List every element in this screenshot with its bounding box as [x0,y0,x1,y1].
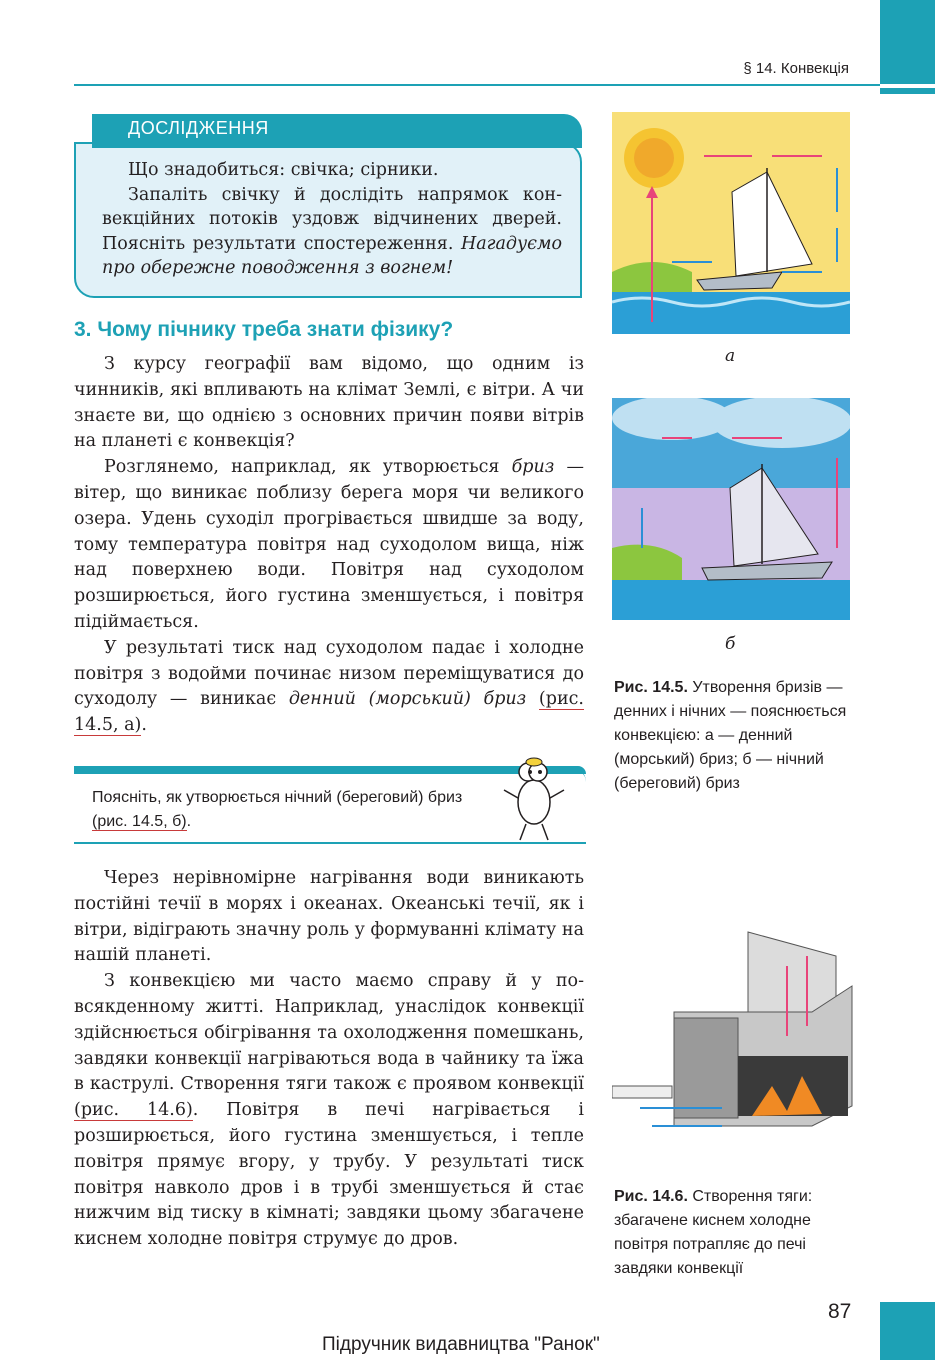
section-title: 3. Чому пічнику треба знати фізику? [74,318,454,341]
publisher-footer: Підручник видавництва "Ранок" [322,1334,600,1355]
figure-label-a: а [725,346,736,366]
header-rule [74,84,880,86]
research-p1: Що знадобиться: свічка; сірники. [128,160,439,180]
page-tab-marker [880,0,935,84]
page-tab-marker-bottom [880,1302,935,1360]
mascot-icon [494,754,574,844]
page-number: 87 [828,1300,852,1323]
caption-fig-14-5: Рис. 14.5. Утворення бризів — денних і нічних — пояснюється конвекцією: а — денний (морський) бриз; б — нічний (береговий) бриз [614,679,847,792]
figure-label-b: б [725,634,736,654]
research-p2: Запаліть свічку й дослідіть напрямок конвекційних потоків уздовж відчинених дверей. Поясніть результати спостереження. Нагадуємо про обережне поводження з вогнем! [102,184,562,278]
task-text: Поясніть, як утворюється нічний (береговий) бриз (рис. 14.5, б). [92,789,463,830]
research-p2-italic: Нагадуємо про обережне поводження з вогнем! [102,233,562,278]
body2-p1: Через нерівномірне нагрівання води виникають постійні течії в морях і океанах. Океанські течії, як і вітри, відіграють значну роль у формуванні клімату на нашій планеті. [74,868,584,966]
body2-p2: З конвекцією ми часто маємо справу й у повсякденному житті. Наприклад, унаслідок конвекції здійснюється обігрівання та охолодження помешкань, завдяки конвекції нагріваються вода в чайнику та їжа в каструлі. Створення тяги також є проявом конвекції (рис. 14.6). Повітря в печі нагрівається і розширюється, його густина зменшується, і тепле повітря прямує вгору, у трубу. У результаті тиск повітря навколо дров і в трубі зменшується й стає нижчим від тиску в кімнаті; завдяки цьому збагачене киснем холодне повітря струмує до дров. [74,971,584,1250]
body1-p2: Розглянемо, наприклад, як утворюється бриз — вітер, що виникає поблизу берега моря чи великого озера. Удень суходіл прогрівається швидше за воду, тому температура повітря над суходолом вища, ніж над поверхнею води. Повітря над суходолом розширюється, його густина зменшується, і повітря підіймається. [74,457,584,632]
body-text-1 [74,352,584,739]
research-text [102,158,562,281]
ref-fig-14-6[interactable]: (рис. 14.6) [74,1100,193,1121]
section-header: § 14. Конвекція [743,60,849,77]
page-tab-stripe [880,88,935,94]
figure-14-6-stove [612,926,854,1166]
body-text-2 [74,866,584,1253]
figure-14-5a-day-breeze [612,112,850,334]
body1-p3: У результаті тиск над суходолом падає і холодне повітря з водойми починає низом переміщуватися до суходолу — виникає денний (морський) бриз (рис. 14.5, а). [74,637,584,736]
figure-14-5b-night-breeze [612,398,850,620]
caption-fig-14-6: Рис. 14.6. Створення тяги: збагачене киснем холодне повітря потрапляє до печі завдяки конвекції [614,1188,813,1277]
research-title: ДОСЛІДЖЕННЯ [128,118,269,138]
ref-fig-14-5b[interactable]: (рис. 14.5, б) [92,813,187,830]
ref-fig-14-5a[interactable]: (рис. 14.5, а) [74,689,584,736]
body1-p1: З курсу географії вам відомо, що одним із чинників, які впливають на клімат Землі, є вітри. А чи знаєте ви, що однією з основних причин появи вітрів на планеті є конвекція? [74,354,584,452]
